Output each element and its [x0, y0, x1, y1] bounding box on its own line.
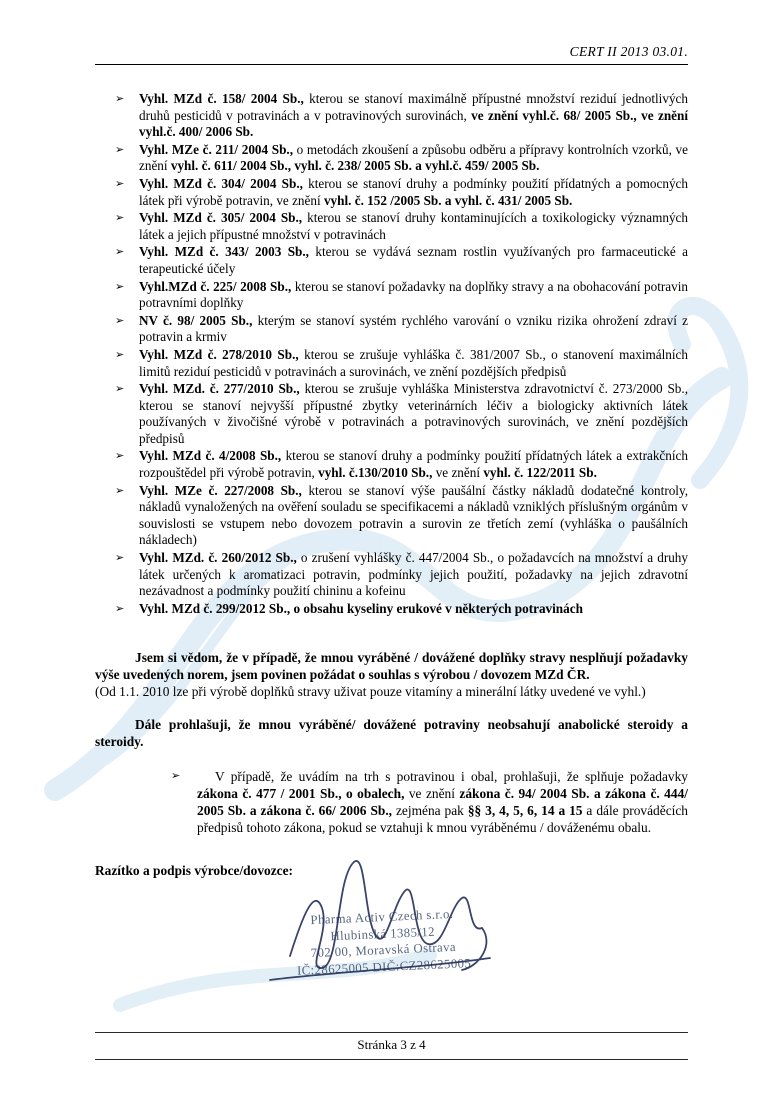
document-footer	[95, 1032, 688, 1060]
regulation-item	[95, 176, 688, 209]
arrow-bullet: ➢	[115, 92, 125, 105]
arrow-bullet: ➢	[115, 211, 125, 225]
regulation-text: Vyhl. MZd č. 305/ 2004 Sb., kterou se stanoví druhy kontaminujících a toxikologicky významných látek a jejich přípustné množství v potravinách	[139, 210, 688, 242]
doc-reference: CERT II 2013 03.01.	[569, 44, 688, 59]
regulation-item	[95, 313, 688, 346]
stamp-street: Hlubinská 1385/12	[330, 924, 436, 944]
regulation-item	[95, 347, 688, 380]
stamp-ids: IČ:28625005 DIČ:CZ28625005	[296, 956, 472, 978]
stamp-company-name: Pharma Activ Czech s.r.o.	[310, 907, 454, 928]
declaration-steroids: Dále prohlašuji, že mnou vyráběné/ dovážené potraviny neobsahují anabolické steroidy a steroidy.	[95, 717, 688, 750]
arrow-bullet: ➢	[115, 551, 125, 565]
arrow-bullet: ➢	[115, 483, 125, 497]
regulation-text: Vyhl. MZe č. 227/2008 Sb., kterou se stanoví výše paušální částky nákladů dodatečné kontroly, nákladů vynaložených na ověření souladu se specifikacemi a nákladů vzniklých příslušným orgánům v souvislosti se vstupem nebo dovozem potravin a surovin ze třetích zemí (vyhláška o paušálních nákladech)	[139, 482, 688, 548]
packaging-text: V případě, že uvádím na trh s potravinou i obal, prohlašuji, že splňuje požadavky zákona č. 477 / 2001 Sb., o obalech, ve znění zákona č. 94/ 2004 Sb. a zákona č. 444/ 2005 Sb. a zákona č. 66/ 2006 Sb., zejména pak §§ 3, 4, 5, 6, 14 a 15 a dále prováděcích předpisů tohoto zákona, pokud se vztahuji k mnou vyráběnému / dováženému obalu.	[197, 769, 688, 836]
regulation-item	[95, 483, 688, 549]
regulation-text: Vyhl. MZd č. 304/ 2004 Sb., kterou se stanoví druhy a podmínky použití přídatných a pomocných látek při výrobě potravin, ve znění vyhl. č. 152 /2005 Sb. a vyhl. č. 431/ 2005 Sb.	[139, 175, 688, 208]
regulation-item	[95, 279, 688, 312]
stamp-city: 702 00, Moravská Ostrava	[310, 940, 457, 961]
regulation-list	[95, 91, 688, 617]
regulation-text: Vyhl. MZd č. 343/ 2003 Sb., kterou se vydává seznam rostlin využívaných pro farmaceutické a terapeutické účely	[139, 244, 689, 276]
arrow-bullet: ➢	[115, 176, 125, 190]
arrow-bullet: ➢	[115, 449, 125, 463]
arrow-bullet: ➢	[115, 601, 125, 615]
arrow-bullet: ➢	[115, 347, 125, 361]
arrow-bullet: ➢	[115, 313, 125, 327]
regulation-item	[95, 210, 688, 243]
declaration-supplements: Jsem si vědom, že v případě, že mnou vyráběné / dovážené doplňky stravy nesplňují požadavky výše uvedených norem, jsem povinen požádat o souhlas s výrobou / dovozem MZd ČR.	[95, 650, 688, 683]
footer-rule-bottom	[95, 1059, 688, 1060]
arrow-bullet: ➢	[171, 769, 181, 783]
regulation-item	[95, 601, 688, 618]
regulation-item	[95, 381, 688, 447]
arrow-bullet: ➢	[115, 245, 125, 259]
regulation-text: Vyhl. MZd č. 299/2012 Sb., o obsahu kyseliny erukové v některých potravinách	[139, 600, 583, 616]
regulation-item	[95, 244, 688, 277]
regulation-item	[95, 550, 688, 600]
regulation-text: Vyhl. MZd č. 4/2008 Sb., kterou se stanoví druhy a podmínky použití přídatných látek a extrakčních rozpouštědel při výrobě potravin, vyhl. č.130/2010 Sb., ve znění vyhl. č. 122/2011 Sb.	[139, 448, 688, 481]
note-vitamins: (Od 1.1. 2010 lze při výrobě doplňků stravy uživat pouze vitamíny a minerální látky uvedené ve vyhl.)	[95, 684, 646, 700]
arrow-bullet: ➢	[115, 382, 125, 396]
arrow-bullet: ➢	[115, 279, 125, 293]
document-header	[95, 44, 688, 65]
header-rule	[95, 64, 688, 65]
stamp-caption: Razítko a podpis výrobce/dovozce:	[95, 863, 294, 879]
regulation-item	[95, 142, 688, 175]
regulation-text: Vyhl.MZd č. 225/ 2008 Sb., kterou se stanoví požadavky na doplňky stravy a na obohacování potravin potravními doplňky	[139, 278, 688, 311]
regulation-item	[95, 448, 688, 481]
regulation-text: Vyhl. MZd č. 278/2010 Sb., kterou se zrušuje vyhláška č. 381/2007 Sb., o stanovení maximálních limitů reziduí pesticidů v potravinách a surovinách, ve znění pozdějších předpisů	[139, 346, 689, 379]
regulation-text: NV č. 98/ 2005 Sb., kterým se stanoví systém rychlého varování o vzniku rizika ohrožení zdraví z potravin a krmiv	[139, 312, 688, 345]
packaging-declaration	[171, 768, 688, 836]
regulation-text: Vyhl. MZd. č. 260/2012 Sb., o zrušení vyhlášky č. 447/2004 Sb., o požadavcích na množství a druhy látek určených k aromatizaci potravin, podmínky jejich použití, požadavky na jejich zdravotní nezávadnost a podmínky použití chininu a kofeinu	[139, 550, 688, 599]
arrow-bullet: ➢	[115, 142, 125, 156]
regulation-text: Vyhl. MZd č. 158/ 2004 Sb., kterou se stanoví maximálně přípustné množství reziduí jednotlivých druhů pesticidů v potravinách a v potravinových surovinách, ve znění vyhl.č. 68/ 2005 Sb., ve znění vyhl.č. 400/ 2006 Sb.	[139, 91, 688, 140]
company-stamp	[277, 905, 490, 980]
regulation-text: Vyhl. MZe č. 211/ 2004 Sb., o metodách zkoušení a způsobu odběru a přípravy kontrolních vzorků, ve znění vyhl. č. 611/ 2004 Sb., vyhl. č. 238/ 2005 Sb. a vyhl.č. 459/ 2005 Sb.	[139, 141, 688, 174]
page-number: Stránka 3 z 4	[357, 1037, 426, 1052]
regulation-item	[95, 91, 688, 141]
regulation-text: Vyhl. MZd. č. 277/2010 Sb., kterou se zrušuje vyhláška Ministerstva zdravotnictví č. 273/2000 Sb., kterou se stanoví nejvyšší přípustné zbytky veterinárních léčiv a biologicky aktivních látek používaných v živočišné výrobě v potravinách a potravinových surovinách, ve znění pozdějších předpisů	[139, 381, 688, 446]
